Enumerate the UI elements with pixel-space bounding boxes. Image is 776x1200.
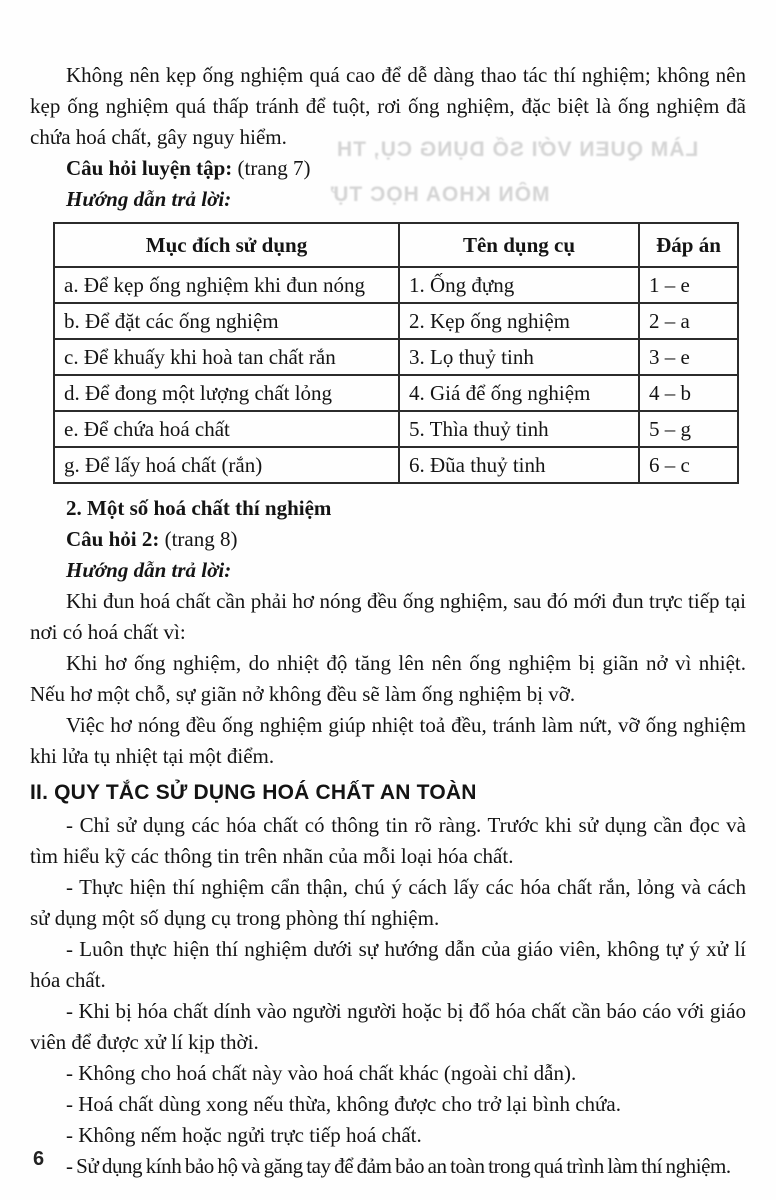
matching-answer-table (53, 222, 739, 484)
cell-answer: 2 – a (639, 303, 738, 339)
answer2-paragraph: Khi hơ ống nghiệm, do nhiệt độ tăng lên nên ống nghiệm bị giãn nở vì nhiệt. Nếu hơ một chỗ, sự giãn nở không đều sẽ làm ống nghiệm bị vỡ. (30, 651, 746, 706)
safety-rule: - Không cho hoá chất này vào hoá chất khác (ngoài chỉ dẫn). (66, 1061, 577, 1085)
cell-tool: 6. Đũa thuỷ tinh (399, 447, 639, 483)
cell-purpose: g. Để lấy hoá chất (rắn) (54, 447, 399, 483)
bleedthrough-ghost-text: LÀM QUEN VỚI SỐ DỤNG CỤ, TH (336, 138, 699, 161)
cell-purpose: c. Để khuấy khi hoà tan chất rắn (54, 339, 399, 375)
question-2-label-bold: Câu hỏi 2: (66, 527, 160, 551)
answer2-paragraph: Khi đun hoá chất cần phải hơ nóng đều ống nghiệm, sau đó mới đun trực tiếp tại nơi có hoá chất vì: (30, 589, 746, 644)
table-row (54, 339, 738, 375)
table-row (54, 303, 738, 339)
safety-rule: - Hoá chất dùng xong nếu thừa, không được cho trở lại bình chứa. (66, 1092, 621, 1116)
cell-answer: 5 – g (639, 411, 738, 447)
answer2-paragraph: Việc hơ nóng đều ống nghiệm giúp nhiệt toả đều, tránh làm nứt, vỡ ống nghiệm khi lửa tụ nhiệt tại một điểm. (30, 713, 746, 768)
answer-guide-label-2: Hướng dẫn trả lời: (66, 558, 232, 582)
safety-rule: - Sử dụng kính bảo hộ và găng tay để đảm bảo an toàn trong quá trình làm thí nghiệm. (66, 1154, 731, 1178)
table-header-row (54, 223, 738, 267)
safety-rule: - Thực hiện thí nghiệm cẩn thận, chú ý cách lấy các hóa chất rắn, lỏng và cách sử dụng một số dụng cụ trong phòng thí nghiệm. (30, 875, 746, 930)
safety-rule: - Khi bị hóa chất dính vào người người hoặc bị đổ hóa chất cần báo cáo với giáo viên để được xử lí kịp thời. (30, 999, 746, 1054)
table-row (54, 447, 738, 483)
cell-answer: 3 – e (639, 339, 738, 375)
cell-answer: 4 – b (639, 375, 738, 411)
table-header-tool: Tên dụng cụ (399, 223, 639, 267)
cell-tool: 1. Ống đựng (399, 267, 639, 303)
section-II-heading: II. QUY TẮC SỬ DỤNG HOÁ CHẤT AN TOÀN (30, 781, 477, 804)
page-number: 6 (33, 1148, 45, 1170)
practice-questions-label (30, 153, 746, 184)
page-content (30, 60, 746, 1182)
cell-answer: 6 – c (639, 447, 738, 483)
cell-tool: 5. Thìa thuỷ tinh (399, 411, 639, 447)
cell-answer: 1 – e (639, 267, 738, 303)
safety-rule: - Không nếm hoặc ngửi trực tiếp hoá chất. (66, 1123, 422, 1147)
cell-purpose: e. Để chứa hoá chất (54, 411, 399, 447)
table-header-purpose: Mục đích sử dụng (54, 223, 399, 267)
practice-questions-label-bold: Câu hỏi luyện tập: (66, 156, 233, 180)
bleedthrough-ghost-text: MÔN KHOA HỌC TỰ (330, 183, 550, 206)
cell-tool: 3. Lọ thuỷ tinh (399, 339, 639, 375)
cell-purpose: d. Để đong một lượng chất lỏng (54, 375, 399, 411)
section-2-heading: 2. Một số hoá chất thí nghiệm (66, 496, 332, 520)
table-row (54, 267, 738, 303)
safety-rule: - Chỉ sử dụng các hóa chất có thông tin rõ ràng. Trước khi sử dụng cần đọc và tìm hiểu kỹ các thông tin trên nhãn của mỗi loại hóa chất. (30, 813, 746, 868)
table-row (54, 375, 738, 411)
intro-paragraph: Không nên kẹp ống nghiệm quá cao để dễ dàng thao tác thí nghiệm; không nên kẹp ống nghiệm quá thấp tránh để tuột, rơi ống nghiệm, đặc biệt là ống nghiệm đã chứa hoá chất, gây nguy hiểm. (30, 63, 746, 149)
question-2-label-rest: (trang 8) (159, 527, 238, 551)
cell-tool: 4. Giá để ống nghiệm (399, 375, 639, 411)
safety-rule: - Luôn thực hiện thí nghiệm dưới sự hướng dẫn của giáo viên, không tự ý xử lí hóa chất. (30, 937, 746, 992)
question-2-label (30, 524, 746, 555)
table-header-answer: Đáp án (639, 223, 738, 267)
cell-purpose: b. Để đặt các ống nghiệm (54, 303, 399, 339)
table-row (54, 411, 738, 447)
answer-guide-label-1: Hướng dẫn trả lời: (66, 187, 232, 211)
cell-purpose: a. Để kẹp ống nghiệm khi đun nóng (54, 267, 399, 303)
practice-questions-label-rest: (trang 7) (232, 156, 311, 180)
cell-tool: 2. Kẹp ống nghiệm (399, 303, 639, 339)
